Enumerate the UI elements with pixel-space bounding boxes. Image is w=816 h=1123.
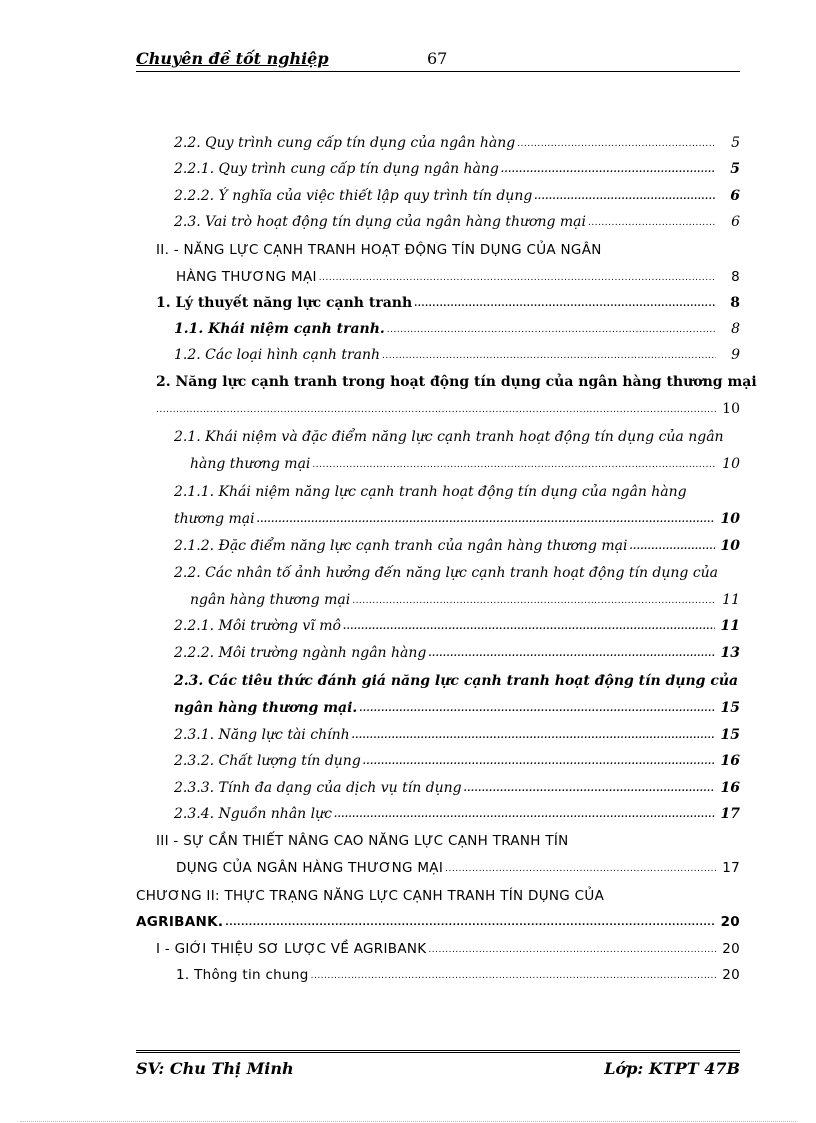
toc-entry-2-2b[interactable]: ngân hàng thương mại ..... 11: [190, 591, 740, 609]
toc-entry-2-2b-line1[interactable]: 2.2. Các nhân tố ảnh hưởng đến năng lực cạnh tranh hoạt động tín dụng của: [174, 565, 719, 581]
toc-entry-section-iii-line1[interactable]: III - SỰ CẦN THIẾT NÂNG CAO NĂNG LỰC CẠNH TRANH TÍN: [156, 833, 569, 849]
toc-entry-2-3[interactable]: 2.3. Vai trò hoạt động tín dụng của ngân hàng thương mại ..... 6: [174, 213, 740, 231]
toc-entry-2-3-1[interactable]: 2.3.1. Năng lực tài chính ..... 15: [174, 726, 740, 744]
toc-entry-2-2-1b[interactable]: 2.2.1. Môi trường vĩ mô ..... 11: [174, 617, 740, 635]
toc-entry-section-i[interactable]: I - GIỚI THIỆU SƠ LƯỢC VỀ AGRIBANK ..... 20: [156, 940, 740, 958]
toc-entry-chapter-ii-line1[interactable]: CHƯƠNG II: THỰC TRẠNG NĂNG LỰC CẠNH TRANH TÍN DỤNG CỦA: [136, 888, 605, 904]
toc-entry-section-iii[interactable]: DỤNG CỦA NGÂN HÀNG THƯƠNG MẠI ..... 17: [176, 859, 740, 877]
toc-entry-2-1-1[interactable]: thương mại ..... 10: [174, 510, 740, 528]
toc-entry-2-3-4[interactable]: 2.3.4. Nguồn nhân lực ..... 17: [174, 805, 740, 823]
page-number: 67: [427, 49, 448, 68]
toc-entry-section-ii-line1[interactable]: II. - NĂNG LỰC CẠNH TRANH HOẠT ĐỘNG TÍN DỤNG CỦA NGÂN: [156, 242, 602, 258]
toc-entry-2-3b[interactable]: ngân hàng thương mại. ..... 15: [174, 699, 740, 717]
toc-entry-1[interactable]: 1. Lý thuyết năng lực cạnh tranh ..... 8: [156, 294, 740, 312]
toc-entry-2-1-line1[interactable]: 2.1. Khái niệm và đặc điểm năng lực cạnh tranh hoạt động tín dụng của ngân: [174, 429, 724, 445]
class-label: Lớp: KTPT 47B: [604, 1059, 740, 1078]
toc-entry-1-2[interactable]: 1.2. Các loại hình cạnh tranh ..... 9: [174, 346, 740, 364]
toc-entry-2-1-1-line1[interactable]: 2.1.1. Khái niệm năng lực cạnh tranh hoạt động tín dụng của ngân hàng: [174, 484, 687, 500]
toc-entry-2-2-2[interactable]: 2.2.2. Ý nghĩa của việc thiết lập quy trình tín dụng ..... 6: [174, 187, 740, 205]
toc-entry-2-3b-line1[interactable]: 2.3. Các tiêu thức đánh giá năng lực cạnh tranh hoạt động tín dụng của: [174, 673, 739, 689]
page-footer: [136, 1050, 740, 1078]
toc-entry-1-1[interactable]: 1.1. Khái niệm cạnh tranh. ..... 8: [174, 320, 740, 338]
toc-entry-2-3-2[interactable]: 2.3.2. Chất lượng tín dụng ..... 16: [174, 752, 740, 770]
toc-entry-2-1-2[interactable]: 2.1.2. Đặc điểm năng lực cạnh tranh của ngân hàng thương mại ..... 10: [174, 537, 740, 555]
toc-entry-2-2-1[interactable]: 2.2.1. Quy trình cung cấp tín dụng ngân hàng ..... 5: [174, 160, 740, 178]
toc-entry-2-2-2b[interactable]: 2.2.2. Môi trường ngành ngân hàng ..... 13: [174, 644, 740, 662]
toc-entry-section-ii[interactable]: HÀNG THƯƠNG MẠI ..... 8: [176, 268, 740, 286]
document-title: Chuyên đề tốt nghiệp: [136, 49, 329, 68]
toc-entry-2[interactable]: ..... 10: [156, 400, 740, 418]
toc-entry-2-1[interactable]: hàng thương mại ..... 10: [190, 455, 740, 473]
toc-entry-2-3-3[interactable]: 2.3.3. Tính đa dạng của dịch vụ tín dụng ..... 16: [174, 779, 740, 797]
toc-entry-1-general[interactable]: 1. Thông tin chung ..... 20: [176, 966, 740, 984]
toc-entry-2-line1[interactable]: 2. Năng lực cạnh tranh trong hoạt động tín dụng của ngân hàng thương mại: [156, 374, 757, 390]
toc-entry-2-2[interactable]: 2.2. Quy trình cung cấp tín dụng của ngân hàng ..... 5: [174, 134, 740, 152]
student-name: SV: Chu Thị Minh: [136, 1059, 294, 1078]
page-edge-divider: [20, 1121, 796, 1122]
page-header: [136, 49, 740, 72]
toc-entry-chapter-ii[interactable]: AGRIBANK. ..... 20: [136, 913, 740, 931]
